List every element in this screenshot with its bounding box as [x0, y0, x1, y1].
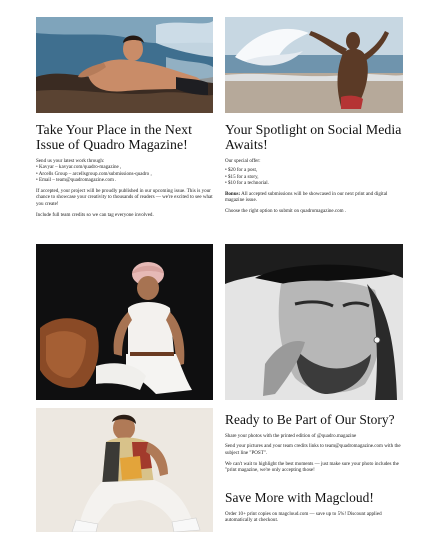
offer-item-story: • $15 for a story,	[225, 174, 405, 180]
right-heading: Your Spotlight on Social Media Awaits!	[225, 122, 402, 152]
offer-item-technorial: • $10 for a technorial.	[225, 180, 405, 186]
left-heading: Take Your Place in the Next Issue of Quadro Magazine!	[36, 122, 192, 152]
bonus-paragraph	[225, 191, 405, 204]
save-text-block	[225, 491, 405, 523]
left-text-block	[36, 123, 216, 218]
right-text-block	[225, 123, 405, 215]
story-paragraph-share: Share your photos with the printed edition of @quadro.magazine	[225, 432, 357, 439]
photo-man-on-rocks	[36, 17, 213, 113]
channel-item-arcells[interactable]: • Arcells Group – arcellsgroup.com/submissions-quadro ,	[36, 171, 216, 177]
left-paragraph-credits: Include full team credits so we can tag everyone involved.	[36, 211, 154, 218]
photo-man-with-fabric-on-beach	[225, 17, 403, 113]
choose-option-text: Choose the right option to submit on quadromagazine.com .	[225, 208, 347, 215]
story-paragraph-highlight: We can't wait to highlight the best moments — just make sure your photo includes the "print magazine, we're only accepting those!	[225, 460, 399, 473]
story-paragraph-send: Send your pictures and your team credits links to team@quadromagazine.com with the subject line "POST".	[225, 443, 401, 456]
left-intro: Send us your latest work through:	[36, 158, 105, 164]
offer-label: Our special offer:	[225, 158, 261, 164]
story-text-block	[225, 413, 405, 473]
channel-item-email[interactable]: • Email – team@quadromagazine.com .	[36, 177, 216, 183]
story-heading: Ready to Be Part of Our Story?	[225, 412, 395, 427]
photo-man-in-patterned-shirt	[36, 408, 213, 532]
photo-man-in-turban	[36, 244, 213, 400]
left-paragraph-acceptance: If accepted, your project will be proudly published in our upcoming issue. This is your chance to showcase your creativity to thousands of readers — we're excited to see what you create!	[36, 188, 213, 207]
save-paragraph: Order 10+ print copies on magcloud.com — save up to 5%! Discount applied automatically at checkout.	[225, 510, 382, 523]
save-heading: Save More with Magcloud!	[225, 490, 374, 505]
offer-item-post: • $20 for a post,	[225, 167, 405, 173]
offer-list	[225, 167, 405, 186]
bonus-text: All accepted submissions will be showcased in our next print and digital magazine issue.	[225, 191, 388, 204]
photo-portrait-with-hat	[225, 244, 403, 400]
bonus-label: Bonus:	[225, 191, 241, 198]
submission-channels-list	[36, 164, 216, 183]
channel-item-kavyar[interactable]: • Kavyar – kavyar.com/quadro-magazine ,	[36, 164, 216, 170]
